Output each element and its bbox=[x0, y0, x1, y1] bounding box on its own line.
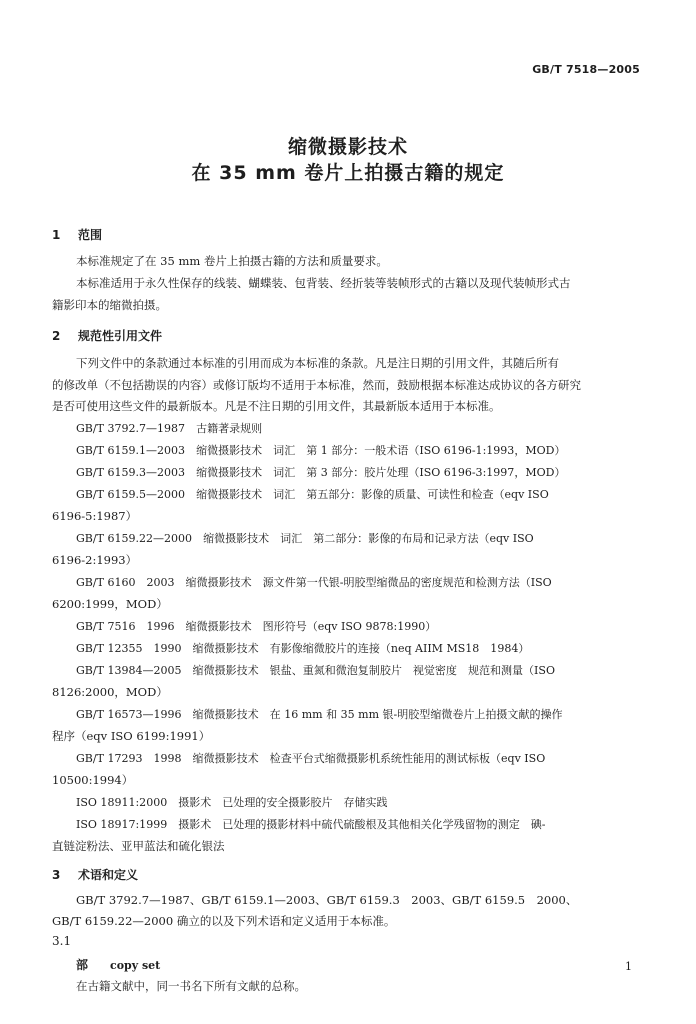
paragraph: 籍影印本的缩微拍摄。 bbox=[52, 298, 167, 312]
page-number: 1 bbox=[625, 960, 632, 973]
title-line-1: 缩微摄影技术 bbox=[287, 136, 408, 158]
reference-item: GB/T 16573—1996 缩微摄影技术 在 16 mm 和 35 mm 银-明胶型缩微卷片上拍摄文献的操作 bbox=[76, 708, 563, 721]
reference-item: GB/T 12355 1990 缩微摄影技术 有影像缩微胶片的连接（neq AIIM MS18 1984） bbox=[76, 642, 530, 655]
section-1-heading bbox=[52, 226, 102, 243]
reference-item-continued: 直链淀粉法、亚甲蓝法和硫化银法 bbox=[52, 839, 225, 853]
section-title: 范围 bbox=[78, 228, 103, 242]
term-entry bbox=[76, 956, 160, 973]
reference-item: GB/T 6159.22—2000 缩微摄影技术 词汇 第二部分：影像的布局和记录方法（eqv ISO bbox=[76, 532, 534, 545]
reference-item: GB/T 13984—2005 缩微摄影技术 银盐、重氮和微泡复制胶片 视觉密度 规范和测量（ISO bbox=[76, 664, 555, 677]
paragraph: GB/T 6159.22—2000 确立的以及下列术语和定义适用于本标准。 bbox=[52, 914, 396, 928]
standard-code: GB/T 7518—2005 bbox=[532, 63, 640, 76]
subsection-number: 3.1 bbox=[52, 934, 72, 948]
reference-item-continued: 6196-5:1987） bbox=[52, 509, 138, 523]
reference-item: ISO 18917:1999 摄影术 已处理的摄影材料中硫代硫酸根及其他相关化学残留物的测定 碘- bbox=[76, 818, 546, 831]
section-title: 规范性引用文件 bbox=[78, 329, 163, 343]
reference-item: GB/T 7516 1996 缩微摄影技术 图形符号（eqv ISO 9878:1990） bbox=[76, 620, 437, 633]
reference-item-continued: 6196-2:1993） bbox=[52, 553, 138, 567]
reference-item-continued: 6200:1999，MOD） bbox=[52, 597, 168, 611]
reference-item-continued: 程序（eqv ISO 6199:1991） bbox=[52, 729, 211, 743]
paragraph: 下列文件中的条款通过本标准的引用而成为本标准的条款。凡是注日期的引用文件，其随后所有 bbox=[76, 356, 559, 370]
paragraph: GB/T 3792.7—1987、GB/T 6159.1—2003、GB/T 6159.3 2003、GB/T 6159.5 2000、 bbox=[76, 893, 578, 907]
reference-item: GB/T 6159.5—2000 缩微摄影技术 词汇 第五部分：影像的质量、可读性和检查（eqv ISO bbox=[76, 488, 549, 501]
reference-item-continued: 8126:2000，MOD） bbox=[52, 685, 168, 699]
reference-item: GB/T 6160 2003 缩微摄影技术 源文件第一代银-明胶型缩微品的密度规范和检测方法（ISO bbox=[76, 576, 552, 589]
paragraph: 是否可使用这些文件的最新版本。凡是不注日期的引用文件，其最新版本适用于本标准。 bbox=[52, 399, 501, 413]
reference-item: GB/T 6159.3—2003 缩微摄影技术 词汇 第 3 部分：胶片处理（ISO 6196-3:1997，MOD） bbox=[76, 466, 566, 479]
reference-item-continued: 10500:1994） bbox=[52, 773, 134, 787]
section-title: 术语和定义 bbox=[78, 868, 139, 882]
term-definition: 在古籍文献中，同一书名下所有文献的总称。 bbox=[76, 979, 306, 993]
term-english: copy set bbox=[110, 959, 161, 972]
section-number: 2 bbox=[52, 329, 61, 343]
paragraph: 本标准规定了在 35 mm 卷片上拍摄古籍的方法和质量要求。 bbox=[76, 254, 388, 268]
term-chinese: 部 bbox=[76, 958, 89, 972]
title-line-2: 在 35 mm 卷片上拍摄古籍的规定 bbox=[191, 162, 505, 184]
paragraph: 的修改单（不包括勘误的内容）或修订版均不适用于本标准，然而，鼓励根据本标准达成协议的各方研究 bbox=[52, 378, 581, 392]
section-3-heading bbox=[52, 866, 138, 883]
reference-item: GB/T 3792.7—1987 古籍著录规则 bbox=[76, 422, 263, 435]
reference-item: GB/T 17293 1998 缩微摄影技术 检查平台式缩微摄影机系统性能用的测试标板（eqv ISO bbox=[76, 752, 546, 765]
paragraph: 本标准适用于永久性保存的线装、蝴蝶装、包背装、经折装等装帧形式的古籍以及现代装帧形式古 bbox=[76, 276, 571, 290]
section-number: 3 bbox=[52, 868, 61, 882]
section-2-heading bbox=[52, 327, 162, 344]
section-number: 1 bbox=[52, 228, 61, 242]
reference-item: ISO 18911:2000 摄影术 已处理的安全摄影胶片 存储实践 bbox=[76, 796, 388, 809]
reference-item: GB/T 6159.1—2003 缩微摄影技术 词汇 第 1 部分：一般术语（ISO 6196-1:1993，MOD） bbox=[76, 444, 566, 457]
